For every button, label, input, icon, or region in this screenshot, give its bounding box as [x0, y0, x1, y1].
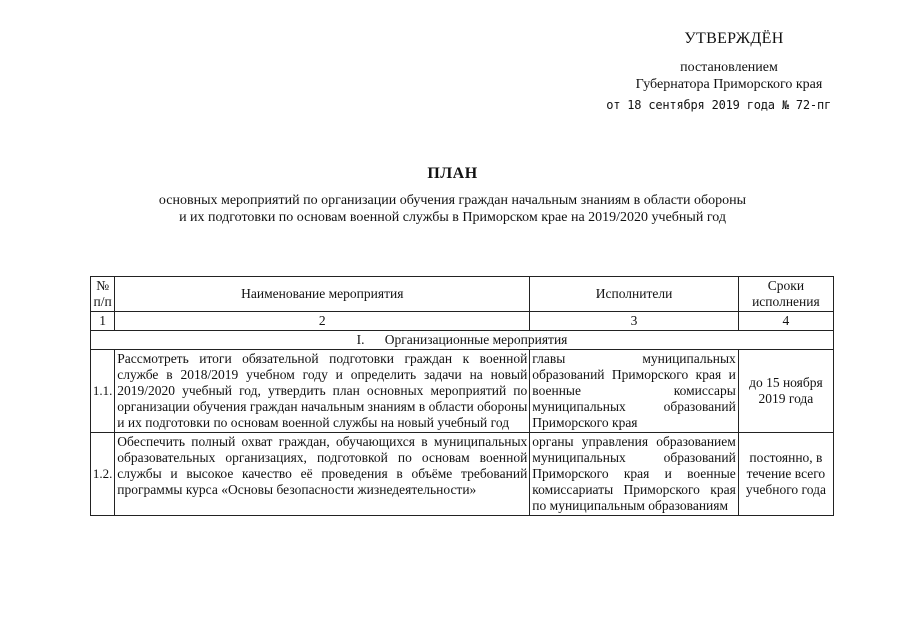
row-executors: главы муниципальных образований Приморского края и военные комиссары муниципальных образований Приморского края	[530, 350, 739, 433]
header-deadline: Сроки исполнения	[738, 277, 833, 312]
header-num-line-2: п/п	[93, 294, 112, 309]
column-number-row	[91, 312, 834, 331]
section-heading: I. Организационные мероприятия	[91, 331, 834, 350]
header-name: Наименование мероприятия	[115, 277, 530, 312]
column-number: 1	[91, 312, 115, 331]
column-number: 4	[738, 312, 833, 331]
row-executors: органы управления образованием муниципальных образований Приморского края и военные комиссариаты Приморского края по муниципальным образованиям	[530, 433, 739, 516]
row-deadline: постоянно, в течение всего учебного года	[738, 433, 833, 516]
header-num-line-1: №	[96, 278, 110, 293]
header-executors: Исполнители	[530, 277, 739, 312]
row-name: Рассмотреть итоги обязательной подготовки граждан к военной службе в 2018/2019 учебном году и определить задачи на новый 2019/2020 учебный год, утвердить план основных мероприятий по организации обучения граждан начальным знаниям в области обороны и их подготовки по основам военной службы на новый учебный год	[115, 350, 530, 433]
row-number: 1.1.	[91, 350, 115, 433]
header-num	[91, 277, 115, 312]
row-deadline: до 15 ноября 2019 года	[738, 350, 833, 433]
plan-table	[90, 276, 834, 516]
table-header-row	[91, 277, 834, 312]
approval-line-1: постановлением	[680, 60, 778, 75]
approval-line-2: Губернатора Приморского края	[635, 77, 823, 92]
column-number: 2	[115, 312, 530, 331]
approval-stamp: от 18 сентября 2019 года № 72-пг	[606, 98, 831, 112]
approval-block	[575, 30, 835, 114]
row-name: Обеспечить полный охват граждан, обучающихся в муниципальных образовательных организациях, подготовкой по основам военной службы и высокое качество её проведения в объёме требований программы курса «Основы безопасности жизнедеятельности»	[115, 433, 530, 516]
section-row	[91, 331, 834, 350]
table-row	[91, 350, 834, 433]
subtitle-line-1: основных мероприятий по организации обучения граждан начальным знаниям в области обороны	[158, 193, 747, 208]
subtitle-line-2: и их подготовки по основам военной службы в Приморском крае на 2019/2020 учебный год	[179, 210, 726, 225]
table-row	[91, 433, 834, 516]
approval-heading: УТВЕРЖДЁН	[684, 30, 784, 47]
document-subtitle	[0, 192, 905, 226]
column-number: 3	[530, 312, 739, 331]
row-number: 1.2.	[91, 433, 115, 516]
document-title: ПЛАН	[427, 165, 478, 182]
